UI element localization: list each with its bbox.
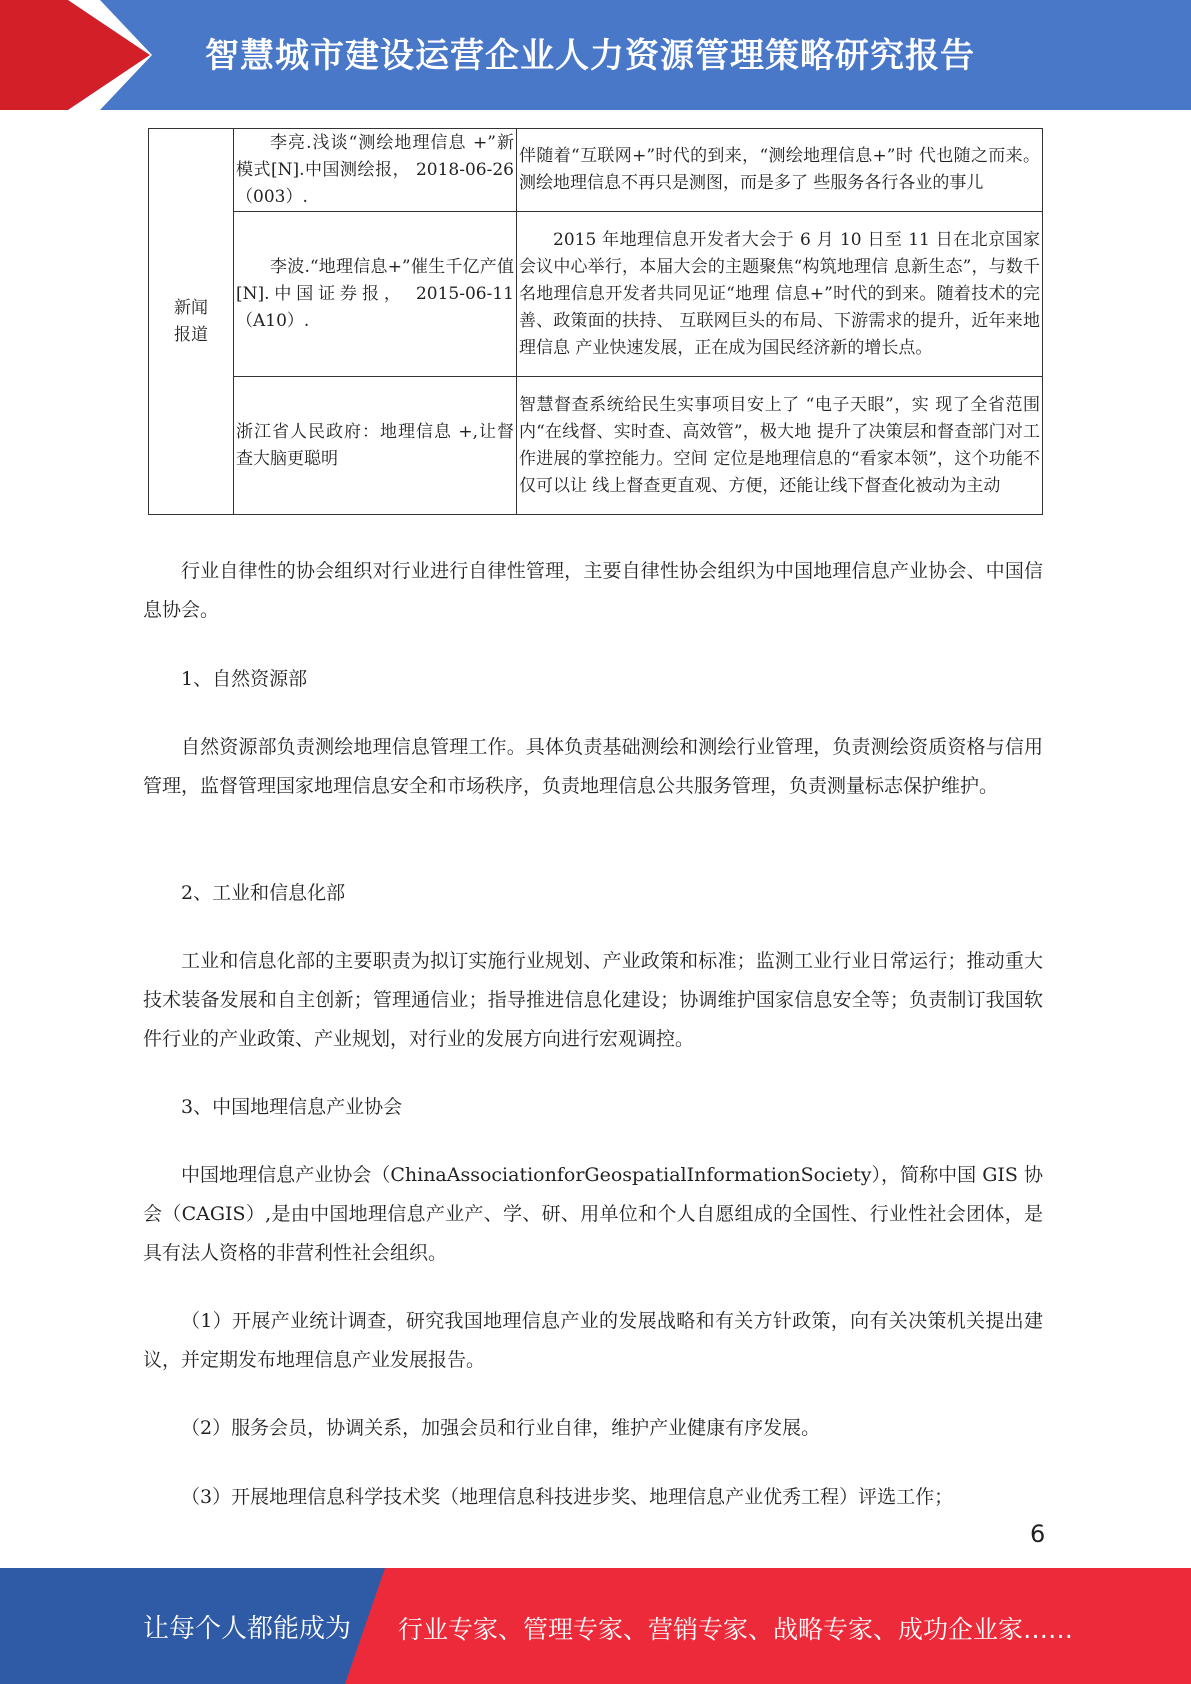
summary-cell: 2015 年地理信息开发者大会于 6 月 10 日至 11 日在北京国家会议中心举行，本届大会的主题聚焦“构筑地理信 息新生态”，与数千名地理信息开发者共同见证“地理 信息+”时代的到来。随着技术的完善、政策面的扶持、 互联网巨头的布局、下游需求的提升，近年来地理信息 产业快速发展，正在成为国民经济新的增长点。: [517, 212, 1043, 377]
page-number: 6: [1030, 1520, 1046, 1548]
table-row: [149, 129, 1043, 212]
source-cell: 浙江省人民政府：地理信息 +,让督查大脑更聪明: [234, 377, 517, 515]
news-reference-table: [148, 128, 1043, 515]
section-heading: 2、工业和信息化部: [181, 882, 346, 904]
header-red-chevron: [0, 0, 150, 110]
body-paragraph: （2）服务会员，协调关系，加强会员和行业自律，维护产业健康有序发展。: [181, 1417, 821, 1439]
summary-cell: 智慧督查系统给民生实事项目安上了 “电子天眼”，实 现了全省范围内“在线督、实时查、高效管”，极大地 提升了决策层和督查部门对工作进展的掌控能力。空间 定位是地理信息的“看家本领”，这个功能不仅可以让 线上督查更直观、方便，还能让线下督查化被动为主动: [517, 377, 1043, 515]
section-heading: 1、自然资源部: [181, 668, 308, 690]
category-line: 新闻: [174, 297, 208, 318]
section-heading: 3、中国地理信息产业协会: [181, 1096, 403, 1118]
body-paragraph: 行业自律性的协会组织对行业进行自律性管理，主要自律性协会组织为中国地理信息产业协会、中国信息协会。: [143, 560, 1043, 621]
summary-cell: 伴随着“互联网+”时代的到来，“测绘地理信息+”时 代也随之而来。测绘地理信息不再只是测图，而是多了 些服务各行各业的事儿: [517, 129, 1043, 212]
source-cell: 李亮.浅谈“测绘地理信息 +”新模式[N].中国测绘报， 2018-06-26（003）.: [234, 129, 517, 212]
footer-slogan-left: 让每个人都能成为: [143, 1614, 352, 1644]
table-row: [149, 377, 1043, 515]
body-paragraph: （1）开展产业统计调查，研究我国地理信息产业的发展战略和有关方针政策，向有关决策机关提出建议，并定期发布地理信息产业发展报告。: [143, 1310, 1043, 1371]
category-line: 报道: [174, 324, 208, 345]
category-cell: [149, 129, 234, 515]
body-paragraph: 工业和信息化部的主要职责为拟订实施行业规划、产业政策和标准；监测工业行业日常运行；推动重大技术装备发展和自主创新；管理通信业；指导推进信息化建设；协调维护国家信息安全等；负责制订我国软件行业的产业政策、产业规划，对行业的发展方向进行宏观调控。: [143, 950, 1043, 1050]
source-cell: 李波.“地理信息+”催生千亿产值[N].中国证券报， 2015-06-11（A10）.: [234, 212, 517, 377]
header-title: 智慧城市建设运营企业人力资源管理策略研究报告: [205, 36, 975, 76]
page-footer: [0, 1568, 1191, 1684]
body-paragraph: 自然资源部负责测绘地理信息管理工作。具体负责基础测绘和测绘行业管理，负责测绘资质资格与信用管理，监督管理国家地理信息安全和市场秩序，负责地理信息公共服务管理，负责测量标志保护维护。: [143, 736, 1043, 797]
body-paragraph: 中国地理信息产业协会（ChinaAssociationforGeospatialInformationSociety），简称中国 GIS 协会（CAGIS）,是由中国地理信息产业产、学、研、用单位和个人自愿组成的全国性、行业性社会团体，是具有法人资格的非营利性社会组织。: [143, 1164, 1043, 1264]
footer-slogan-right: 行业专家、管理专家、营销专家、战略专家、成功企业家……: [398, 1615, 1074, 1644]
body-paragraph: （3）开展地理信息科学技术奖（地理信息科技进步奖、地理信息产业优秀工程）评选工作；: [181, 1486, 954, 1508]
page-header: [0, 0, 1191, 110]
table-row: [149, 212, 1043, 377]
